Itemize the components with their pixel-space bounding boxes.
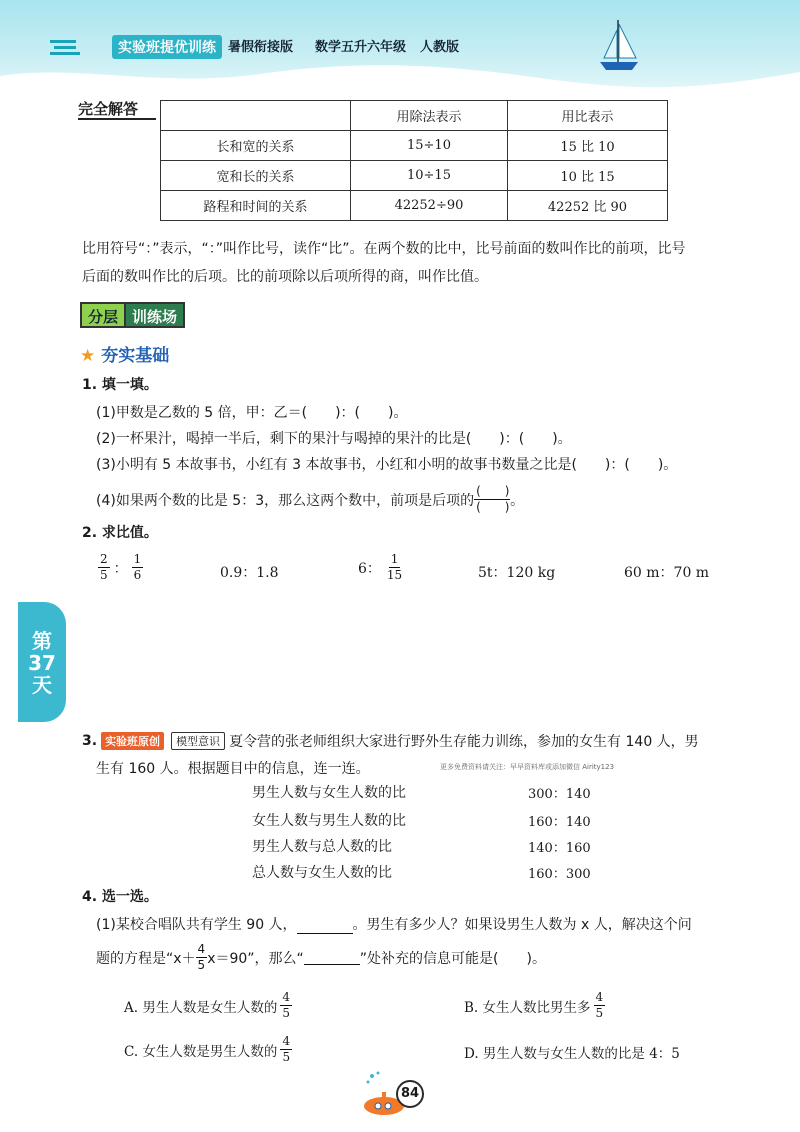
table-cell: 宽和长的关系 [161, 161, 351, 191]
model-awareness-tag: 模型意识 [171, 732, 225, 750]
day-tab-line: 第 [32, 629, 52, 653]
q4-line-2-post: ”处补充的信息可能是( )。 [359, 950, 546, 967]
fraction-denominator: 5 [282, 1050, 291, 1064]
fill-blank[interactable] [297, 920, 353, 934]
table-header: 用比表示 [508, 101, 668, 131]
q4-line-2-mid: x＝90”，那么“ [207, 950, 304, 967]
fraction-numerator: 4 [282, 990, 290, 1004]
fraction-numerator: ( ) [476, 484, 510, 498]
match-right-item[interactable]: 160：300 [528, 867, 591, 882]
explanation-line-1: 比用符号“：”表示，“：”叫作比号，读作“比”。在两个数的比中，比号前面的数叫作比的前项，比号 [82, 241, 686, 257]
fraction-denominator: ( ) [476, 500, 510, 514]
table-row [161, 131, 668, 161]
table-cell: 15 比 10 [508, 131, 668, 161]
table-cell: 15÷10 [351, 131, 508, 161]
match-left-item[interactable]: 男生人数与总人数的比 [252, 839, 392, 855]
option-b-text: B. 女生人数比男生多 [464, 999, 591, 1016]
q2-title [82, 522, 158, 542]
q1-item-3: (3)小明有 5 本故事书，小红有 3 本故事书，小红和小明的故事书数量之比是( )：( )。 [96, 457, 678, 473]
q4-line-1 [96, 914, 692, 934]
match-left-item[interactable]: 男生人数与女生人数的比 [252, 785, 406, 801]
answer-label: 完全解答 [78, 100, 139, 118]
day-tab-number: 37 [28, 651, 56, 675]
match-left-item[interactable]: 女生人数与男生人数的比 [252, 813, 406, 829]
option-a[interactable] [124, 990, 292, 1021]
q1-item-4-suffix: 。 [510, 492, 525, 509]
q4-line-1-post: 。男生有多少人？如果设男生人数为 x 人，解决这个问 [352, 917, 692, 933]
answer-table [160, 100, 668, 221]
day-tab-line: 天 [32, 673, 52, 697]
q4-title-text: 4. 选一选。 [82, 889, 158, 905]
fraction [385, 552, 404, 583]
q4-title [82, 886, 158, 906]
q3-text-line-2: 生有 160 人。根据题目中的信息，连一连。 [96, 761, 370, 777]
q4-line-2-pre: 题的方程是“x＋ [96, 950, 196, 967]
edition-label: 暑假衔接版 [228, 40, 294, 55]
option-a-text: A. 男生人数是女生人数的 [124, 999, 278, 1016]
table-cell: 10÷15 [351, 161, 508, 191]
q3-number: 3. [82, 733, 98, 749]
table-cell [161, 101, 351, 131]
publisher-label: 人教版 [420, 40, 460, 55]
ratio-item-d [478, 562, 555, 582]
fraction-numerator: 4 [282, 1034, 291, 1048]
explanation-line-2: 后面的数叫作比的后项。比的前项除以后项所得的商，叫作比值。 [82, 269, 488, 285]
fraction-numerator: 2 [100, 552, 108, 566]
wave-decoration [0, 62, 800, 96]
fraction [280, 990, 292, 1021]
answer-fraction-blank [474, 484, 510, 515]
section-title [80, 302, 185, 328]
ratio-item-e [624, 562, 709, 582]
small-note: 更多免费资料请关注：早早资料库或添加微信 Airity123 [440, 763, 615, 771]
section-title-part-a: 分层 [80, 302, 124, 328]
ratio-text: 60 m：70 m [624, 565, 710, 581]
q1-item-4 [96, 484, 524, 515]
option-d-text: D. 男生人数与女生人数的比是 4：5 [464, 1046, 680, 1062]
fraction-denominator: 5 [282, 1006, 290, 1020]
fraction [196, 942, 208, 973]
table-row [161, 161, 668, 191]
ratio-text: 0.9：1.8 [220, 565, 279, 581]
match-left-item[interactable]: 总人数与女生人数的比 [252, 865, 392, 881]
fill-blank[interactable] [304, 951, 360, 965]
q4-line-1-pre: (1)某校合唱队共有学生 90 人， [96, 917, 297, 933]
sailboat-icon [598, 18, 640, 74]
q4-line-2 [96, 942, 546, 973]
fraction [132, 552, 144, 583]
table-row [161, 191, 668, 221]
option-b[interactable] [464, 990, 605, 1021]
grade-label: 数学五升六年级 [315, 40, 407, 55]
ratio-item-c [358, 552, 404, 583]
fraction-denominator: 15 [386, 568, 403, 582]
table-cell: 路程和时间的关系 [161, 191, 351, 221]
star-icon: ★ [80, 346, 96, 366]
table-cell: 长和宽的关系 [161, 131, 351, 161]
fraction-denominator: 5 [100, 568, 108, 582]
ratio-sign: ： [113, 560, 128, 577]
option-c[interactable] [124, 1034, 292, 1065]
subsection-title-text: 夯实基础 [101, 346, 170, 366]
fraction-numerator: 4 [595, 990, 604, 1004]
q1-title [82, 374, 158, 394]
fraction [594, 990, 606, 1021]
ratio-item-a [98, 552, 143, 583]
q1-item-1: (1)甲数是乙数的 5 倍，甲：乙＝( )：( )。 [96, 405, 408, 421]
page-number: 84 [396, 1080, 424, 1108]
fraction-denominator: 5 [595, 1006, 604, 1020]
table-row [161, 101, 668, 131]
fraction [98, 552, 110, 583]
table-header: 用除法表示 [351, 101, 508, 131]
match-right-item[interactable]: 300：140 [528, 787, 591, 802]
header-banner [0, 0, 800, 92]
option-d[interactable] [464, 1042, 680, 1062]
match-right-item[interactable]: 160：140 [528, 815, 591, 830]
q1-title-text: 1. 填一填。 [82, 377, 158, 393]
q3-header [82, 731, 699, 751]
ratio-text: 5t：120 kg [478, 565, 556, 581]
table-cell: 42252 比 90 [508, 191, 668, 221]
ratio-item-b [220, 562, 279, 582]
original-tag: 实验班原创 [101, 732, 164, 750]
series-name: 实验班提优训练 [112, 35, 222, 59]
q2-title-text: 2. 求比值。 [82, 525, 158, 541]
section-title-part-b: 训练场 [124, 302, 185, 328]
subsection-title [80, 341, 169, 366]
q3-text-line-1: 夏令营的张老师组织大家进行野外生存能力训练，参加的女生有 140 人，男 [229, 734, 699, 750]
option-c-text: C. 女生人数是男生人数的 [124, 1043, 278, 1060]
fraction-numerator: 1 [133, 552, 142, 566]
ratio-text: 6： [358, 560, 381, 577]
fraction [280, 1034, 292, 1065]
table-cell: 42252÷90 [351, 191, 508, 221]
fraction-denominator: 6 [133, 568, 142, 582]
answer-label-underline [78, 118, 156, 120]
fraction-numerator: 1 [390, 552, 399, 566]
match-right-item[interactable]: 140：160 [528, 841, 591, 856]
day-tab-label [22, 630, 62, 696]
logo-icon [48, 36, 108, 58]
table-cell: 10 比 15 [508, 161, 668, 191]
q1-item-2: (2)一杯果汁，喝掉一半后，剩下的果汁与喝掉的果汁的比是( )：( )。 [96, 431, 572, 447]
q1-item-4-text: (4)如果两个数的比是 5：3，那么这两个数中，前项是后项的 [96, 492, 475, 509]
fraction-denominator: 5 [197, 958, 206, 972]
fraction-numerator: 4 [197, 942, 206, 956]
